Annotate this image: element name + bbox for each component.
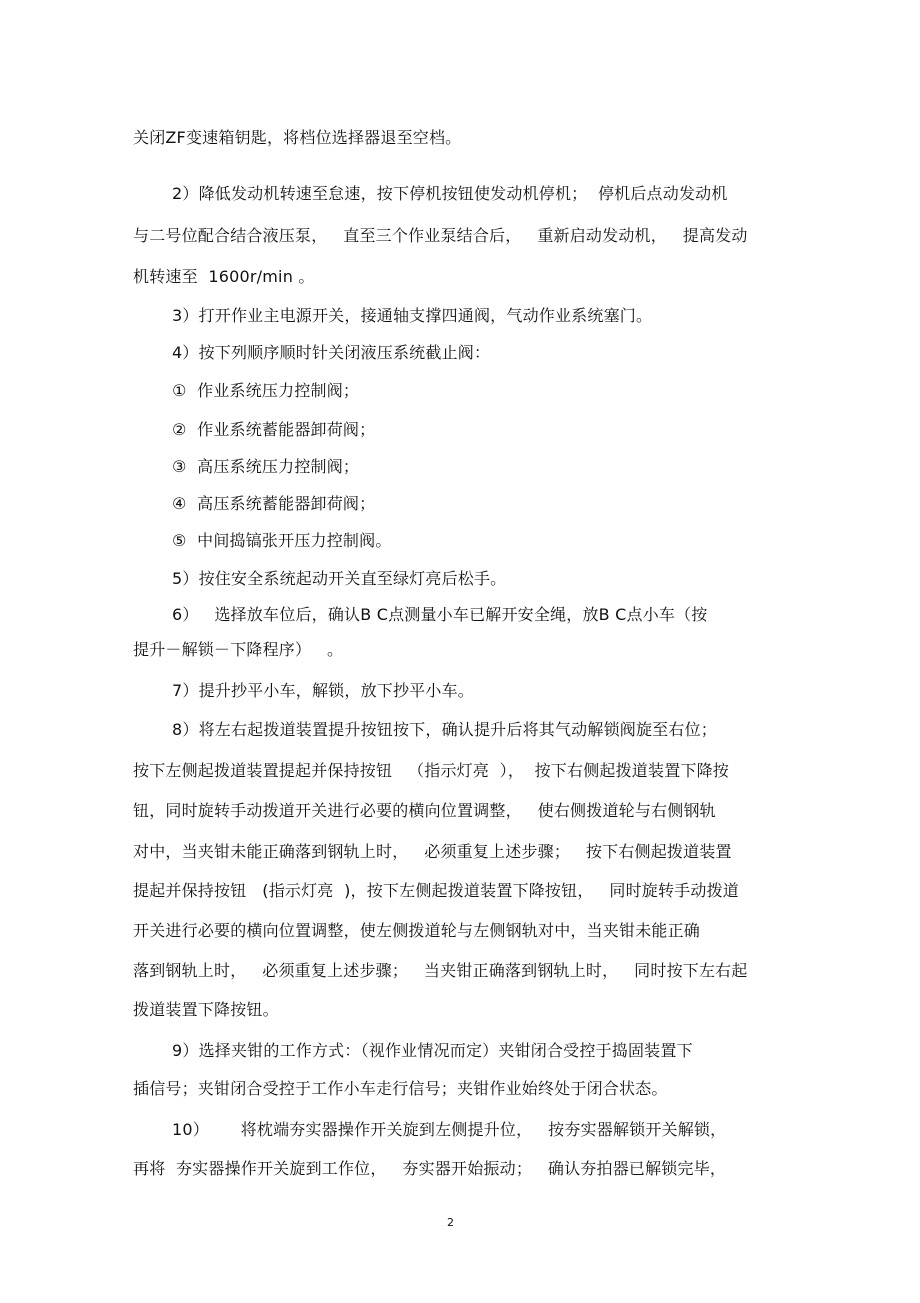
text-line: 对中，当夹钳未能正确落到钢轨上时， 必须重复上述步骤； 按下右侧起拨道装置: [133, 842, 732, 861]
text-line: 5）按住安全系统起动开关直至绿灯亮后松手。: [172, 569, 507, 588]
text-line: 9）选择夹钳的工作方式：（视作业情况而定）夹钳闭合受控于捣固装置下: [172, 1041, 693, 1060]
list-item: ⑤ 中间捣镐张开压力控制阀。: [172, 531, 392, 550]
text-line: 落到钢轨上时， 必须重复上述步骤； 当夹钳正确落到钢轨上时， 同时按下左右起: [133, 961, 748, 980]
list-item: ① 作业系统压力控制阀；: [172, 381, 360, 400]
text-line: 提升－解锁－下降程序） 。: [133, 640, 344, 659]
text-line: 4）按下列顺序顺时针关闭液压系统截止阀：: [172, 343, 491, 362]
list-item: ② 作业系统蓄能器卸荷阀；: [172, 420, 376, 439]
text-line: 2）降低发动机转速至怠速，按下停机按钮使发动机停机； 停机后点动发动机: [172, 184, 728, 203]
text-line: 再将 夯实器操作开关旋到工作位， 夯实器开始振动； 确认夯拍器已解锁完毕，: [133, 1159, 727, 1178]
text-line: 钮，同时旋转手动拨道开关进行必要的横向位置调整， 使右侧拨道轮与右侧钢轨: [133, 801, 716, 820]
list-item: ③ 高压系统压力控制阀；: [172, 457, 360, 476]
text-line: 6） 选择放车位后，确认B C点测量小车已解开安全绳，放B C点小车（按: [172, 605, 708, 624]
text-line: 3）打开作业主电源开关，接通轴支撑四通阀，气动作业系统塞门。: [172, 306, 653, 325]
text-line: 10） 将枕端夯实器操作开关旋到左侧提升位， 按夯实器解锁开关解锁，: [172, 1120, 727, 1139]
text-line: 拨道装置下降按钮。: [133, 1000, 279, 1019]
text-line: 与二号位配合结合液压泵， 直至三个作业泵结合后， 重新启动发动机， 提高发动: [133, 226, 748, 245]
page-number: 2: [447, 1216, 454, 1229]
text-line: 插信号；夹钳闭合受控于工作小车走行信号；夹钳作业始终处于闭合状态。: [133, 1079, 668, 1098]
text-line: 开关进行必要的横向位置调整，使左侧拨道轮与左侧钢轨对中，当夹钳未能正确: [133, 921, 701, 940]
list-item: ④ 高压系统蓄能器卸荷阀；: [172, 494, 376, 513]
text-line: 按下左侧起拨道装置提起并保持按钮 （指示灯亮 ）， 按下右侧起拨道装置下降按: [133, 761, 730, 780]
text-line: 机转速至 1600r/min 。: [133, 267, 315, 286]
text-line: 8）将左右起拨道装置提升按钮按下，确认提升后将其气动解锁阀旋至右位；: [172, 720, 717, 739]
text-line: 关闭ZF变速箱钥匙，将档位选择器退至空档。: [133, 128, 462, 147]
text-line: 提起并保持按钮 (指示灯亮 )，按下左侧起拨道装置下降按钮， 同时旋转手动拨道: [133, 881, 739, 900]
text-line: 7）提升抄平小车，解锁，放下抄平小车。: [172, 681, 474, 700]
